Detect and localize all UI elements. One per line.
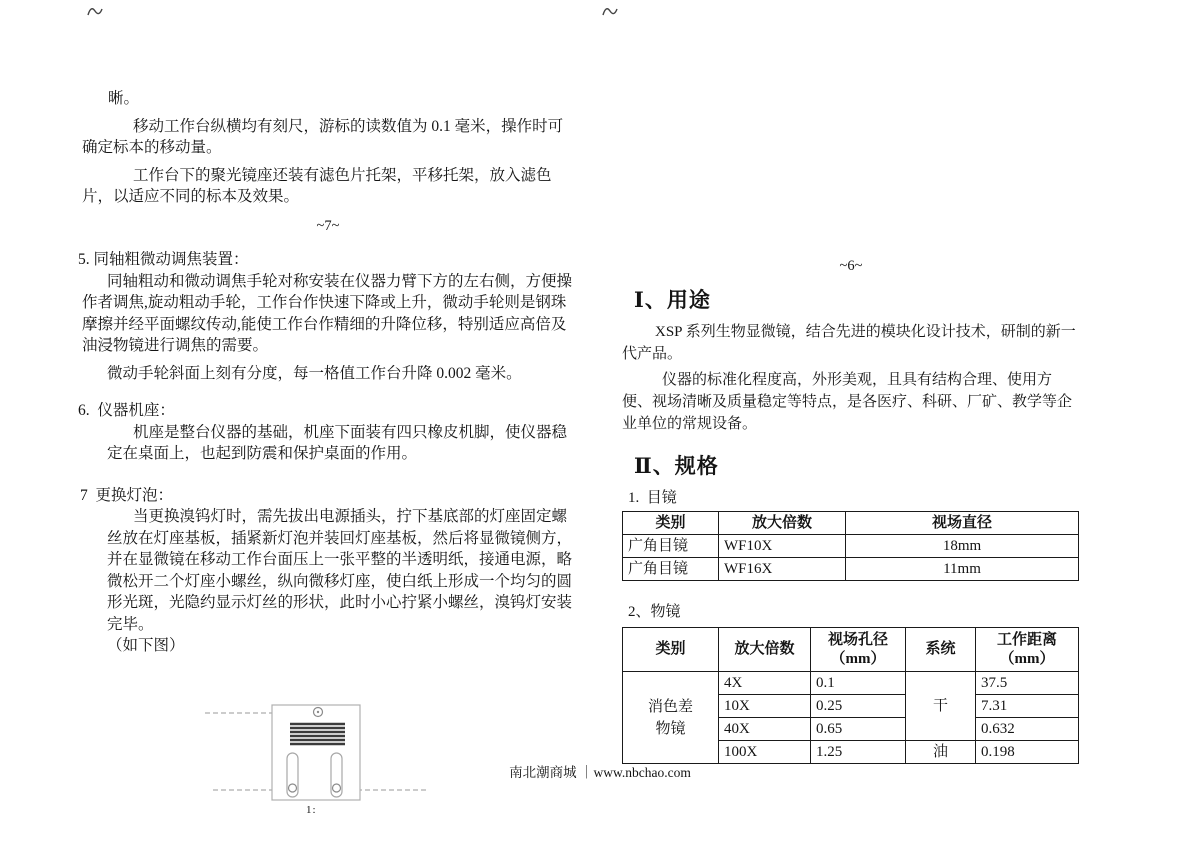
cell-distance: 37.5 <box>976 672 1079 695</box>
header-unit: （mm） <box>830 650 886 667</box>
figure-label: 1: <box>306 804 317 816</box>
section-7-paragraph: 当更换溴钨灯时，需先拔出电源插头，拧下基底部的灯座固定螺丝放在灯座基板，插紧新灯泡并装回灯座基板，然后将显微镜侧方，并在显微镜在移动工作台面压上一张平整的半透明纸，接通电源，略微松开二个灯座小螺丝，纵向微移灯座，使白纸上形成一个均匀的圆形光斑，光隐约显示灯丝的形状，此时小心拧紧小螺丝，溴钨灯安装完毕。 <box>107 508 573 633</box>
paragraph-continuation: 晰。 <box>108 90 140 107</box>
cell-magnification: WF10X <box>719 535 846 558</box>
header-system <box>906 628 976 672</box>
table-row <box>623 558 1079 581</box>
eyepiece-table-label: 1. 目镜 <box>628 490 677 506</box>
cell-system-oil: 油 <box>906 741 976 764</box>
header-unit: （mm） <box>999 650 1055 667</box>
section-6-title: 6. 仪器机座： <box>78 402 175 419</box>
cell-magnification: WF16X <box>719 558 846 581</box>
cell-aperture: 0.65 <box>811 718 906 741</box>
header-line: 放大倍数 <box>734 641 795 657</box>
header-working-distance <box>976 628 1079 672</box>
paragraph-filter-holder: 工作台下的聚光镜座还装有滤色片托架，平移托架，放入滤色片，以适应不同的标本及效果。 <box>82 166 552 205</box>
header-magnification <box>719 628 811 672</box>
cell-magnification: 100X <box>719 741 811 764</box>
section-6-paragraph: 机座是整台仪器的基础，机座下面装有四只橡皮机脚，使仪器稳定在桌面上，也起到防震和保护桌面的作用。 <box>107 423 568 462</box>
cell-field-diameter: 11mm <box>846 558 1079 581</box>
cell-magnification: 10X <box>719 695 811 718</box>
page-number-7: ~7~ <box>316 217 340 234</box>
left-column <box>78 88 574 657</box>
table-header-row <box>623 628 1079 672</box>
header-line: 系统 <box>925 641 956 657</box>
cell-field-diameter: 18mm <box>846 535 1079 558</box>
cell-system-dry: 干 <box>906 672 976 741</box>
cell-aperture: 0.1 <box>811 672 906 695</box>
category-line: 物镜 <box>655 720 686 737</box>
section-7-title: 7 更换灯泡： <box>80 486 174 504</box>
fold-mark-icon <box>86 3 104 19</box>
lamp-base-plate <box>272 705 360 800</box>
cell-distance: 0.198 <box>976 741 1079 764</box>
table-row <box>623 672 1079 695</box>
header-field-diameter: 视场直径 <box>846 512 1079 535</box>
usage-paragraph-2: 仪器的标准化程度高，外形美观，且具有结构合理、使用方便、视场清晰及质量稳定等特点，是各医疗、科研、厂矿、教学等企业单位的常规设备。 <box>622 372 1073 432</box>
category-line: 消色差 <box>647 698 693 715</box>
cell-distance: 0.632 <box>976 718 1079 741</box>
page-number-6: ~6~ <box>839 258 863 274</box>
header-magnification: 放大倍数 <box>719 512 846 535</box>
header-category: 类别 <box>623 512 719 535</box>
section-spec-title: Ⅱ、规格 <box>634 454 719 478</box>
header-line: 类别 <box>655 641 686 657</box>
cell-category: 广角目镜 <box>623 535 719 558</box>
cell-category: 广角目镜 <box>623 558 719 581</box>
objective-table <box>622 627 1079 764</box>
lamp-base-diagram <box>195 695 440 815</box>
cell-category-merged <box>623 672 719 764</box>
table-header-row <box>623 512 1079 535</box>
cell-magnification: 40X <box>719 718 811 741</box>
figure-reference-note: （如下图） <box>107 637 185 654</box>
right-column <box>622 255 1080 764</box>
header-line: 工作距离 <box>996 631 1057 648</box>
cell-aperture: 0.25 <box>811 695 906 718</box>
table-row <box>623 535 1079 558</box>
section-5-paragraph-1: 同轴粗动和微动调焦手轮对称安装在仪器力臂下方的左右侧，方便操作者调焦,旋动粗动手轮，工作台作快速下降或上升，微动手轮则是钢珠摩擦并经平面螺纹传动,能使工作台作精细的升降位移，特别适应高倍及油浸物镜进行调焦的需要。 <box>82 272 573 354</box>
screw-center-dot <box>317 711 319 713</box>
usage-paragraph-1: XSP 系列生物显微镜，结合先进的模块化设计技术，研制的新一代产品。 <box>622 324 1076 362</box>
paragraph-stage-ruler: 移动工作台纵横均有刻尺，游标的读数值为 0.1 毫米，操作时可确定标本的移动量。 <box>82 117 564 156</box>
header-category <box>623 628 719 672</box>
objective-table-label: 2、物镜 <box>628 604 681 620</box>
cell-aperture: 1.25 <box>811 741 906 764</box>
section-5-paragraph-2: 微动手轮斜面上刻有分度，每一格值工作台升降 0.002 毫米。 <box>107 364 522 382</box>
fold-mark-icon <box>601 3 619 19</box>
section-usage-title: Ⅰ、用途 <box>634 288 711 312</box>
cell-distance: 7.31 <box>976 695 1079 718</box>
eyepiece-table <box>622 511 1079 581</box>
header-aperture <box>811 628 906 672</box>
header-line: 视场孔径 <box>827 631 888 648</box>
cell-magnification: 4X <box>719 672 811 695</box>
site-watermark: 南北潮商城 ｜www.nbchao.com <box>509 765 691 780</box>
section-5-title: 5. 同轴粗微动调焦装置： <box>78 251 249 268</box>
